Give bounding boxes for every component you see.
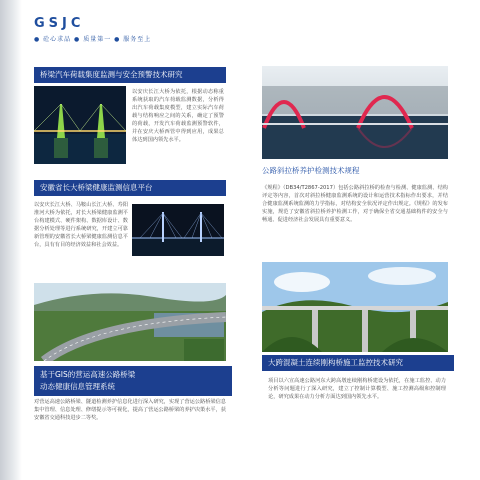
- section-title-bar: [34, 180, 226, 196]
- section-title: 公路斜拉桥养护检测技术规程: [262, 166, 360, 175]
- section-title: 桥梁汽车荷载集度监测与安全预警技术研究: [40, 70, 183, 79]
- viaduct-photo: [262, 262, 448, 352]
- section-title-bar: [34, 366, 232, 396]
- section-text: 《规程》（DB34/T2867-2017）包括公路斜拉桥的检查与检测、健康监测、结构评定等内容，首次对斜拉桥健康监测系统的设计和运营技术指标作出要求，并结合健康监测系统监测的力学指标，对结构安全状况评定作出规定。《规程》的发布实施，规范了安徽省斜拉桥养护检测工作，对于确保全省交通基础构件的安全与畅通、促进经济社会发展具有重要意义。: [262, 185, 448, 223]
- highway-aerial-photo: [34, 283, 226, 361]
- page-fold-shadow: [0, 0, 22, 480]
- cable-stayed-bridge-photo: [132, 204, 224, 256]
- red-arch-bridge-photo: [262, 66, 448, 159]
- section-text: 以安庆长江大桥、马鞍山长江大桥、寿阳淮河大桥为依托，对长大桥梁健康监测平台构建模式、硬件架构、数据库设计、数据分析处理等进行系统研究，开建立可靠新管理的安徽省长大桥梁健康监测信息平台，具有有目的经济效益和社会效益。: [34, 202, 128, 248]
- section-text: 以安庆长江大桥为依托，根据动态称重系统获取的汽车荷载监测数据，分析得出汽车荷载集度模型，建立实际汽车荷载与结构响应之间的关系，确定了预警的荷载，开发汽车荷载监测预警软件，并在安庆大桥西管中得到应用，成果总体达到国内领先水平。: [132, 89, 224, 143]
- section-title-bar: [262, 355, 454, 371]
- section-text: 项目以六宣高速公路河东大跨高墩连续刚构桥建设为依托，在施工监控、动力分析等问题进行了深入研究，建立了控制计算模型、施工控测高级和控制理论，研究成果在动力分析方面达到国内领先水平。: [268, 378, 446, 400]
- section-title-bar: [262, 163, 448, 179]
- brand-logo-text: GSJC: [34, 16, 85, 31]
- section-title: 基于GIS的营运高速公路桥梁: [40, 370, 136, 379]
- section-title: 大跨混凝土连续刚构桥施工监控技术研究: [268, 358, 403, 367]
- section-title: 安徽省长大桥梁健康监测信息平台: [40, 183, 153, 192]
- brand-slogan: ● 砼心求品 ● 质量第一 ● 服务至上: [34, 36, 152, 43]
- section-text: 对营运高速公路桥梁、隧道检测养护信息化进行深入研究，实现了营运公路桥梁信息集中管理、信息处理、修缮提示等可视化，提高了营运公路桥梁的养护决策水平，获安徽省交通科技进步二等奖。: [34, 399, 226, 421]
- section-title: 动态健康信息管理系统: [40, 382, 115, 391]
- night-bridge-photo: [34, 86, 126, 164]
- section-title-bar: [34, 67, 226, 83]
